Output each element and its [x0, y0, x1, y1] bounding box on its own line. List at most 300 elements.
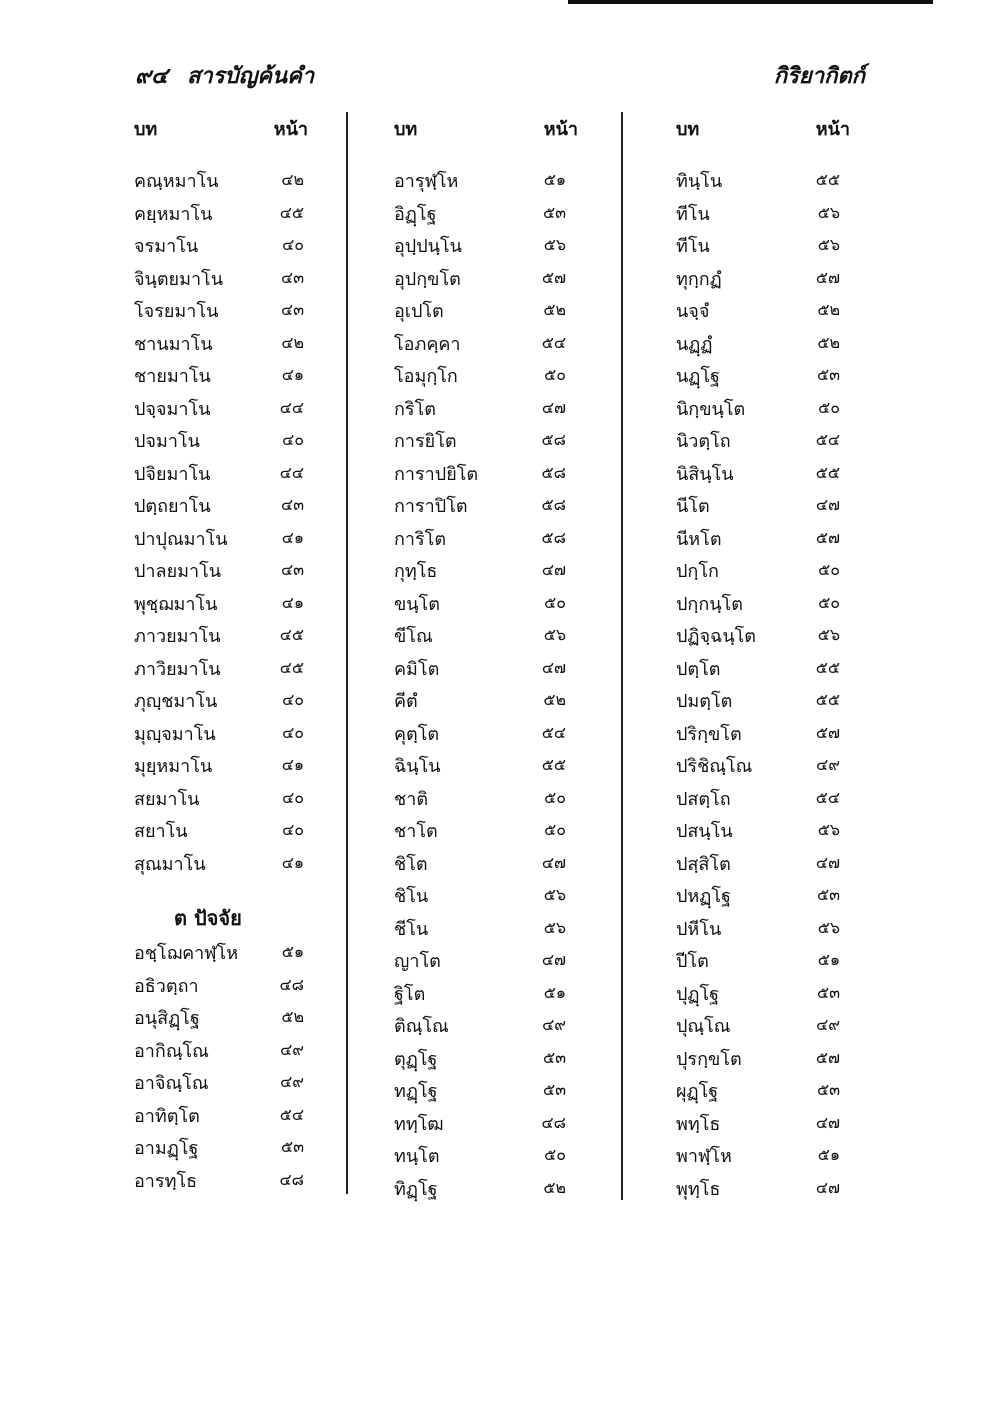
entry-page-number: ๔๔ — [279, 462, 304, 482]
entry-page-number: ๔๘ — [279, 974, 304, 994]
index-entry — [130, 327, 310, 360]
index-entry — [672, 652, 852, 685]
index-entry — [390, 879, 580, 912]
index-entry — [390, 294, 580, 327]
entry-word: โอภคฺคา — [394, 333, 461, 355]
entry-page-number: ๔๑ — [281, 592, 304, 612]
entry-word: ชาโต — [394, 821, 438, 842]
entry-word: ปริกฺขโต — [676, 723, 742, 745]
entry-page-number: ๔๗ — [815, 1112, 840, 1132]
index-entry — [390, 359, 580, 392]
index-entry — [130, 749, 310, 782]
subsection-entry-list — [130, 936, 310, 1196]
entry-page-number: ๕๐ — [818, 397, 840, 417]
index-entry — [672, 1107, 852, 1140]
entry-page-number: ๕๐ — [818, 560, 840, 579]
entry-word: พุทฺโธ — [676, 1178, 721, 1200]
page-number: ๙๔ — [135, 64, 168, 89]
entry-word: นิกฺขนฺโต — [676, 398, 746, 420]
entry-page-number: ๕๗ — [541, 267, 566, 287]
index-entry — [390, 1139, 580, 1172]
entry-page-number: ๔๐ — [282, 235, 304, 254]
entry-word: ปกฺโก — [676, 561, 719, 582]
entry-word: คมิโต — [394, 658, 440, 680]
entry-word: ปมตฺโต — [676, 691, 733, 712]
entry-word: ภาวยมาโน — [134, 626, 221, 647]
index-entry — [672, 1172, 852, 1205]
entry-page-number: ๔๗ — [541, 397, 566, 417]
entry-page-number: ๕๒ — [543, 1177, 566, 1197]
entry-page-number: ๔๗ — [541, 560, 566, 579]
entry-page-number: ๕๐ — [544, 1145, 566, 1164]
entry-word: อนุสิฏฺโฐ — [134, 1008, 200, 1029]
index-entry — [130, 197, 310, 230]
entry-page-number: ๔๘ — [541, 1112, 566, 1132]
entry-word: นิสินฺโน — [676, 463, 734, 485]
entry-word: อิฏฺโฐ — [394, 203, 437, 225]
entry-word: อุเปโต — [394, 301, 444, 322]
index-entry — [390, 944, 580, 977]
index-entry — [672, 1042, 852, 1075]
entry-word: ผุฏฺโฐ — [676, 1081, 719, 1102]
entry-word: ชิโน — [394, 886, 429, 907]
entry-word: นฏฺโฐ — [676, 366, 720, 387]
entry-word: กริโต — [394, 398, 436, 420]
entry-page-number: ๔๒ — [281, 170, 304, 189]
entry-page-number: ๕๗ — [815, 267, 840, 287]
index-entry — [390, 522, 580, 555]
entry-page-number: ๔๑ — [281, 365, 304, 384]
index-entry — [390, 164, 580, 197]
entry-word: ฉินฺโน — [394, 756, 441, 777]
entry-word: การาปิโต — [394, 496, 468, 517]
index-entry — [130, 457, 310, 490]
index-entry — [672, 717, 852, 750]
index-entry — [672, 1074, 852, 1107]
entry-page-number: ๕๑ — [543, 982, 566, 1002]
entry-word: ขีโณ — [394, 626, 433, 647]
entry-page-number: ๕๖ — [817, 235, 840, 254]
index-entry — [390, 684, 580, 717]
entry-word: ทีโน — [676, 236, 710, 257]
index-entry — [672, 359, 852, 392]
column-header-page: หน้า — [273, 119, 308, 140]
index-entry — [390, 197, 580, 230]
entry-word: ททฺโฒ — [394, 1113, 444, 1135]
entry-page-number: ๕๐ — [544, 365, 566, 384]
index-entry — [672, 912, 852, 945]
column-divider — [621, 112, 623, 1200]
index-entry — [390, 457, 580, 490]
entry-word: ปุฏฺโฐ — [676, 983, 720, 1005]
entry-word: ปุรกฺขโต — [676, 1048, 742, 1070]
index-column-2 — [390, 110, 580, 1200]
entry-word: ชายมาโน — [134, 366, 211, 387]
entry-page-number: ๔๗ — [815, 1177, 840, 1197]
entry-word: ปริชิณฺโณ — [676, 756, 753, 777]
index-entry — [130, 294, 310, 327]
entry-word: การยิโต — [394, 431, 457, 452]
entry-word: นิวตฺโถ — [676, 431, 731, 452]
entry-page-number: ๕๖ — [817, 820, 840, 839]
index-entry — [672, 1009, 852, 1042]
index-entry — [390, 912, 580, 945]
index-entry — [672, 457, 852, 490]
index-entry — [130, 359, 310, 392]
entry-page-number: ๕๘ — [541, 527, 566, 547]
column-header-page: หน้า — [543, 119, 578, 140]
index-entry — [672, 944, 852, 977]
entry-page-number: ๕๐ — [818, 592, 840, 612]
entry-page-number: ๕๒ — [543, 690, 566, 709]
entry-page-number: ๔๑ — [281, 852, 304, 872]
index-entry — [390, 1042, 580, 1075]
entry-word: จินฺตยมาโน — [134, 268, 224, 290]
entry-page-number: ๔๙ — [816, 755, 840, 774]
entry-page-number: ๔๐ — [282, 820, 304, 839]
entry-word: สยมาโน — [134, 788, 200, 810]
entry-page-number: ๕๔ — [815, 787, 840, 807]
index-entry — [390, 1172, 580, 1205]
entry-word: ปหฏฺโฐ — [676, 886, 731, 907]
entry-page-number: ๔๙ — [280, 1072, 304, 1091]
index-entry — [672, 977, 852, 1010]
index-entry — [130, 1034, 310, 1067]
entry-word: ทิฏฺโฐ — [394, 1178, 438, 1200]
entry-page-number: ๔๕ — [279, 625, 304, 644]
entry-page-number: ๔๙ — [816, 1015, 840, 1034]
entry-page-number: ๔๐ — [282, 690, 304, 709]
entry-page-number: ๕๕ — [815, 657, 840, 677]
entry-word: ทินฺโน — [676, 171, 723, 192]
entry-word: ปสนฺโน — [676, 821, 733, 842]
column-header-word: บท — [134, 119, 158, 140]
index-entry — [390, 1107, 580, 1140]
index-column-3 — [672, 110, 852, 1200]
entry-word: คีตํ — [394, 691, 418, 712]
top-rule — [568, 0, 933, 4]
entry-word: ฐิโต — [394, 983, 426, 1005]
entry-word: อารทฺโธ — [134, 1170, 198, 1192]
entry-page-number: ๕๖ — [817, 917, 840, 937]
entry-page-number: ๕๓ — [542, 1047, 566, 1067]
column-header — [130, 110, 310, 142]
entry-word: อธิวตฺถา — [134, 975, 199, 997]
entry-page-number: ๕๓ — [816, 1080, 840, 1099]
entry-page-number: ๕๒ — [543, 300, 566, 319]
entry-word: ภาวิยมาโน — [134, 658, 221, 680]
entry-word: ปหีโน — [676, 918, 722, 940]
entry-page-number: ๕๕ — [541, 755, 566, 774]
entry-word: โอมุกฺโก — [394, 366, 458, 387]
column-header — [672, 110, 852, 142]
entry-word: ปจฺจมาโน — [134, 398, 211, 420]
entry-word: การาปยิโต — [394, 463, 479, 485]
entry-word: ปีโต — [676, 951, 709, 972]
entry-page-number: ๕๑ — [281, 942, 304, 961]
column-divider — [346, 112, 348, 1194]
entry-page-number: ๕๔ — [815, 430, 840, 449]
entry-page-number: ๔๗ — [541, 657, 566, 677]
index-entry — [130, 969, 310, 1002]
entry-page-number: ๕๖ — [543, 625, 566, 644]
entry-word: อุปฺปนฺโน — [394, 236, 462, 257]
index-entry — [672, 879, 852, 912]
entry-page-number: ๕๒ — [817, 300, 840, 319]
index-entry — [672, 814, 852, 847]
entry-word: ชานมาโน — [134, 333, 213, 355]
entry-page-number: ๕๔ — [541, 332, 566, 352]
entry-page-number: ๔๑ — [281, 527, 304, 547]
index-entry — [130, 847, 310, 880]
index-entry — [130, 489, 310, 522]
entry-page-number: ๕๕ — [815, 690, 840, 709]
index-entry — [130, 1099, 310, 1132]
entry-page-number: ๔๕ — [279, 202, 304, 222]
entry-word: อาจิณฺโณ — [134, 1073, 209, 1094]
index-entry — [390, 1009, 580, 1042]
entry-page-number: ๕๒ — [281, 1007, 304, 1026]
entry-page-number: ๔๙ — [280, 1039, 304, 1059]
entry-page-number: ๕๖ — [817, 202, 840, 222]
index-entry — [130, 587, 310, 620]
index-entry — [390, 489, 580, 522]
entry-page-number: ๔๗ — [815, 495, 840, 514]
index-entry — [672, 684, 852, 717]
index-entry — [390, 652, 580, 685]
entry-word: ภุญฺชมาโน — [134, 691, 218, 712]
entry-page-number: ๔๒ — [281, 332, 304, 352]
index-entry — [390, 392, 580, 425]
index-entry — [672, 327, 852, 360]
index-entry — [130, 1066, 310, 1099]
entry-word: ปฏิจฺฉนฺโต — [676, 626, 756, 647]
index-entry — [390, 587, 580, 620]
entry-page-number: ๔๐ — [282, 787, 304, 807]
column-header — [390, 110, 580, 142]
entry-page-number: ๕๑ — [817, 1145, 840, 1164]
entry-word: ทุกฺกฏํ — [676, 268, 722, 290]
index-entry — [130, 782, 310, 815]
entry-page-number: ๕๗ — [815, 722, 840, 742]
entry-page-number: ๕๖ — [543, 235, 566, 254]
entry-word: ชาติ — [394, 788, 429, 810]
index-entry — [672, 1139, 852, 1172]
entry-page-number: ๔๘ — [279, 1169, 304, 1189]
index-entry — [390, 619, 580, 652]
entry-page-number: ๔๐ — [282, 722, 304, 742]
index-entry — [390, 424, 580, 457]
entry-page-number: ๔๐ — [282, 430, 304, 449]
index-entry — [130, 229, 310, 262]
index-entry — [130, 619, 310, 652]
entry-word: โจรยมาโน — [134, 301, 219, 322]
index-entry — [390, 847, 580, 880]
index-entry — [672, 782, 852, 815]
index-entry — [130, 424, 310, 457]
index-entry — [672, 619, 852, 652]
entry-word: อาทิตฺโต — [134, 1105, 200, 1127]
index-entry — [672, 587, 852, 620]
entry-word: ปตฺถยาโน — [134, 496, 211, 517]
index-entry — [130, 1164, 310, 1197]
index-entry — [130, 814, 310, 847]
entry-page-number: ๕๔ — [541, 722, 566, 742]
entry-page-number: ๕๓ — [816, 982, 840, 1002]
index-entry — [390, 1074, 580, 1107]
entry-page-number: ๔๕ — [279, 657, 304, 677]
entry-word: ปสฺสิโต — [676, 853, 731, 875]
entry-word: ทีโน — [676, 203, 710, 225]
entry-page-number: ๕๘ — [541, 462, 566, 482]
index-entry — [130, 717, 310, 750]
entry-page-number: ๔๔ — [279, 397, 304, 417]
book-title: สารบัญค้นคำ — [187, 64, 315, 89]
entry-word: คยฺหมาโน — [134, 203, 213, 225]
entry-word: พาฬฺโห — [676, 1146, 732, 1167]
index-entry — [672, 847, 852, 880]
entry-page-number: ๔๓ — [280, 300, 304, 319]
entry-word: ทฏฺโฐ — [394, 1081, 438, 1102]
entry-word: ชิโต — [394, 853, 428, 875]
column-header-word: บท — [676, 119, 700, 140]
entry-word: มุยฺหมาโน — [134, 756, 213, 777]
index-entry — [672, 229, 852, 262]
index-entry — [130, 392, 310, 425]
entry-word: มุญฺจมาโน — [134, 723, 216, 745]
entry-word: ปาลยมาโน — [134, 561, 222, 582]
index-entry — [390, 749, 580, 782]
index-entry — [390, 327, 580, 360]
entry-word: อารุฬฺโห — [394, 171, 459, 192]
section-title: กิริยากิตก์ — [773, 64, 865, 89]
entry-page-number: ๕๐ — [544, 787, 566, 807]
entry-list — [130, 164, 310, 879]
entry-word: ตุฏฺโฐ — [394, 1048, 438, 1070]
entry-word: ชีโน — [394, 918, 429, 940]
index-entry — [130, 522, 310, 555]
entry-page-number: ๔๓ — [280, 267, 304, 287]
entry-page-number: ๕๓ — [542, 202, 566, 222]
entry-word: นจฺจํ — [676, 301, 710, 322]
entry-page-number: ๕๑ — [817, 950, 840, 969]
entry-page-number: ๕๓ — [816, 885, 840, 904]
entry-page-number: ๕๔ — [279, 1104, 304, 1124]
entry-page-number: ๔๗ — [815, 852, 840, 872]
entry-word: อชฺโฌคาฬฺโห — [134, 943, 239, 964]
entry-page-number: ๕๒ — [817, 332, 840, 352]
entry-word: สุณมาโน — [134, 853, 206, 875]
index-entry — [390, 814, 580, 847]
entry-word: ญาโต — [394, 951, 441, 972]
entry-page-number: ๕๑ — [543, 170, 566, 189]
entry-word: คณฺหมาโน — [134, 171, 219, 192]
index-entry — [672, 294, 852, 327]
entry-word: การิโต — [394, 528, 447, 550]
entry-page-number: ๕๖ — [543, 885, 566, 904]
index-entry — [130, 684, 310, 717]
index-entry — [672, 262, 852, 295]
entry-word: ปาปุณมาโน — [134, 528, 228, 550]
entry-word: อามฏฺโฐ — [134, 1138, 199, 1159]
entry-word: ปตฺโต — [676, 658, 721, 680]
column-header-word: บท — [394, 119, 418, 140]
entry-page-number: ๕๖ — [543, 917, 566, 937]
index-entry — [130, 1131, 310, 1164]
index-entry — [130, 652, 310, 685]
entry-page-number: ๔๓ — [280, 560, 304, 579]
index-entry — [390, 262, 580, 295]
index-entry — [390, 782, 580, 815]
entry-page-number: ๕๐ — [544, 592, 566, 612]
subsection-title: ต ปัจจัย — [174, 906, 242, 930]
entry-word: ขนฺโต — [394, 593, 440, 615]
index-entry — [672, 554, 852, 587]
entry-page-number: ๕๗ — [815, 1047, 840, 1067]
index-entry — [130, 554, 310, 587]
entry-word: นีหโต — [676, 528, 722, 550]
index-entry — [672, 197, 852, 230]
index-entry — [130, 1001, 310, 1034]
page-header — [135, 54, 865, 88]
index-entry — [672, 392, 852, 425]
entry-page-number: ๕๐ — [544, 820, 566, 839]
entry-page-number: ๕๓ — [816, 365, 840, 384]
entry-word: ปจมาโน — [134, 431, 200, 452]
entry-word: อุปกฺขโต — [394, 268, 461, 290]
entry-word: ปสตฺโถ — [676, 788, 731, 810]
entry-page-number: ๔๗ — [541, 950, 566, 969]
entry-word: อากิณฺโณ — [134, 1040, 209, 1062]
index-entry — [390, 554, 580, 587]
index-entry — [390, 717, 580, 750]
entry-page-number: ๕๗ — [815, 527, 840, 547]
entry-page-number: ๔๓ — [280, 495, 304, 514]
entry-word: ปจิยมาโน — [134, 463, 211, 485]
index-entry — [672, 489, 852, 522]
entry-word: ปุณฺโณ — [676, 1016, 731, 1037]
entry-word: ปกฺกนฺโต — [676, 593, 743, 615]
index-entry — [130, 164, 310, 197]
entry-page-number: ๕๓ — [542, 1080, 566, 1099]
index-entry — [130, 262, 310, 295]
entry-page-number: ๕๘ — [541, 495, 566, 514]
index-entry — [672, 749, 852, 782]
entry-page-number: ๕๘ — [541, 430, 566, 449]
entry-word: จรมาโน — [134, 236, 199, 257]
index-entry — [390, 977, 580, 1010]
index-entry — [672, 522, 852, 555]
column-header-page: หน้า — [815, 119, 850, 140]
entry-page-number: ๔๙ — [542, 1015, 566, 1034]
entry-page-number: ๔๑ — [281, 755, 304, 774]
entry-word: พุชฺฌมาโน — [134, 593, 218, 615]
entry-word: สยาโน — [134, 821, 188, 842]
entry-word: ทนฺโต — [394, 1146, 440, 1167]
entry-word: นฏฺฏํ — [676, 333, 713, 355]
entry-list — [672, 164, 852, 1204]
entry-page-number: ๕๖ — [817, 625, 840, 644]
entry-page-number: ๕๕ — [815, 462, 840, 482]
index-column-1 — [130, 110, 310, 1200]
entry-word: พทฺโธ — [676, 1113, 721, 1135]
entry-list — [390, 164, 580, 1204]
index-entry — [130, 936, 310, 969]
index-entry — [672, 424, 852, 457]
entry-page-number: ๔๗ — [541, 852, 566, 872]
entry-word: นีโต — [676, 496, 710, 517]
entry-word: ติณฺโณ — [394, 1016, 449, 1037]
